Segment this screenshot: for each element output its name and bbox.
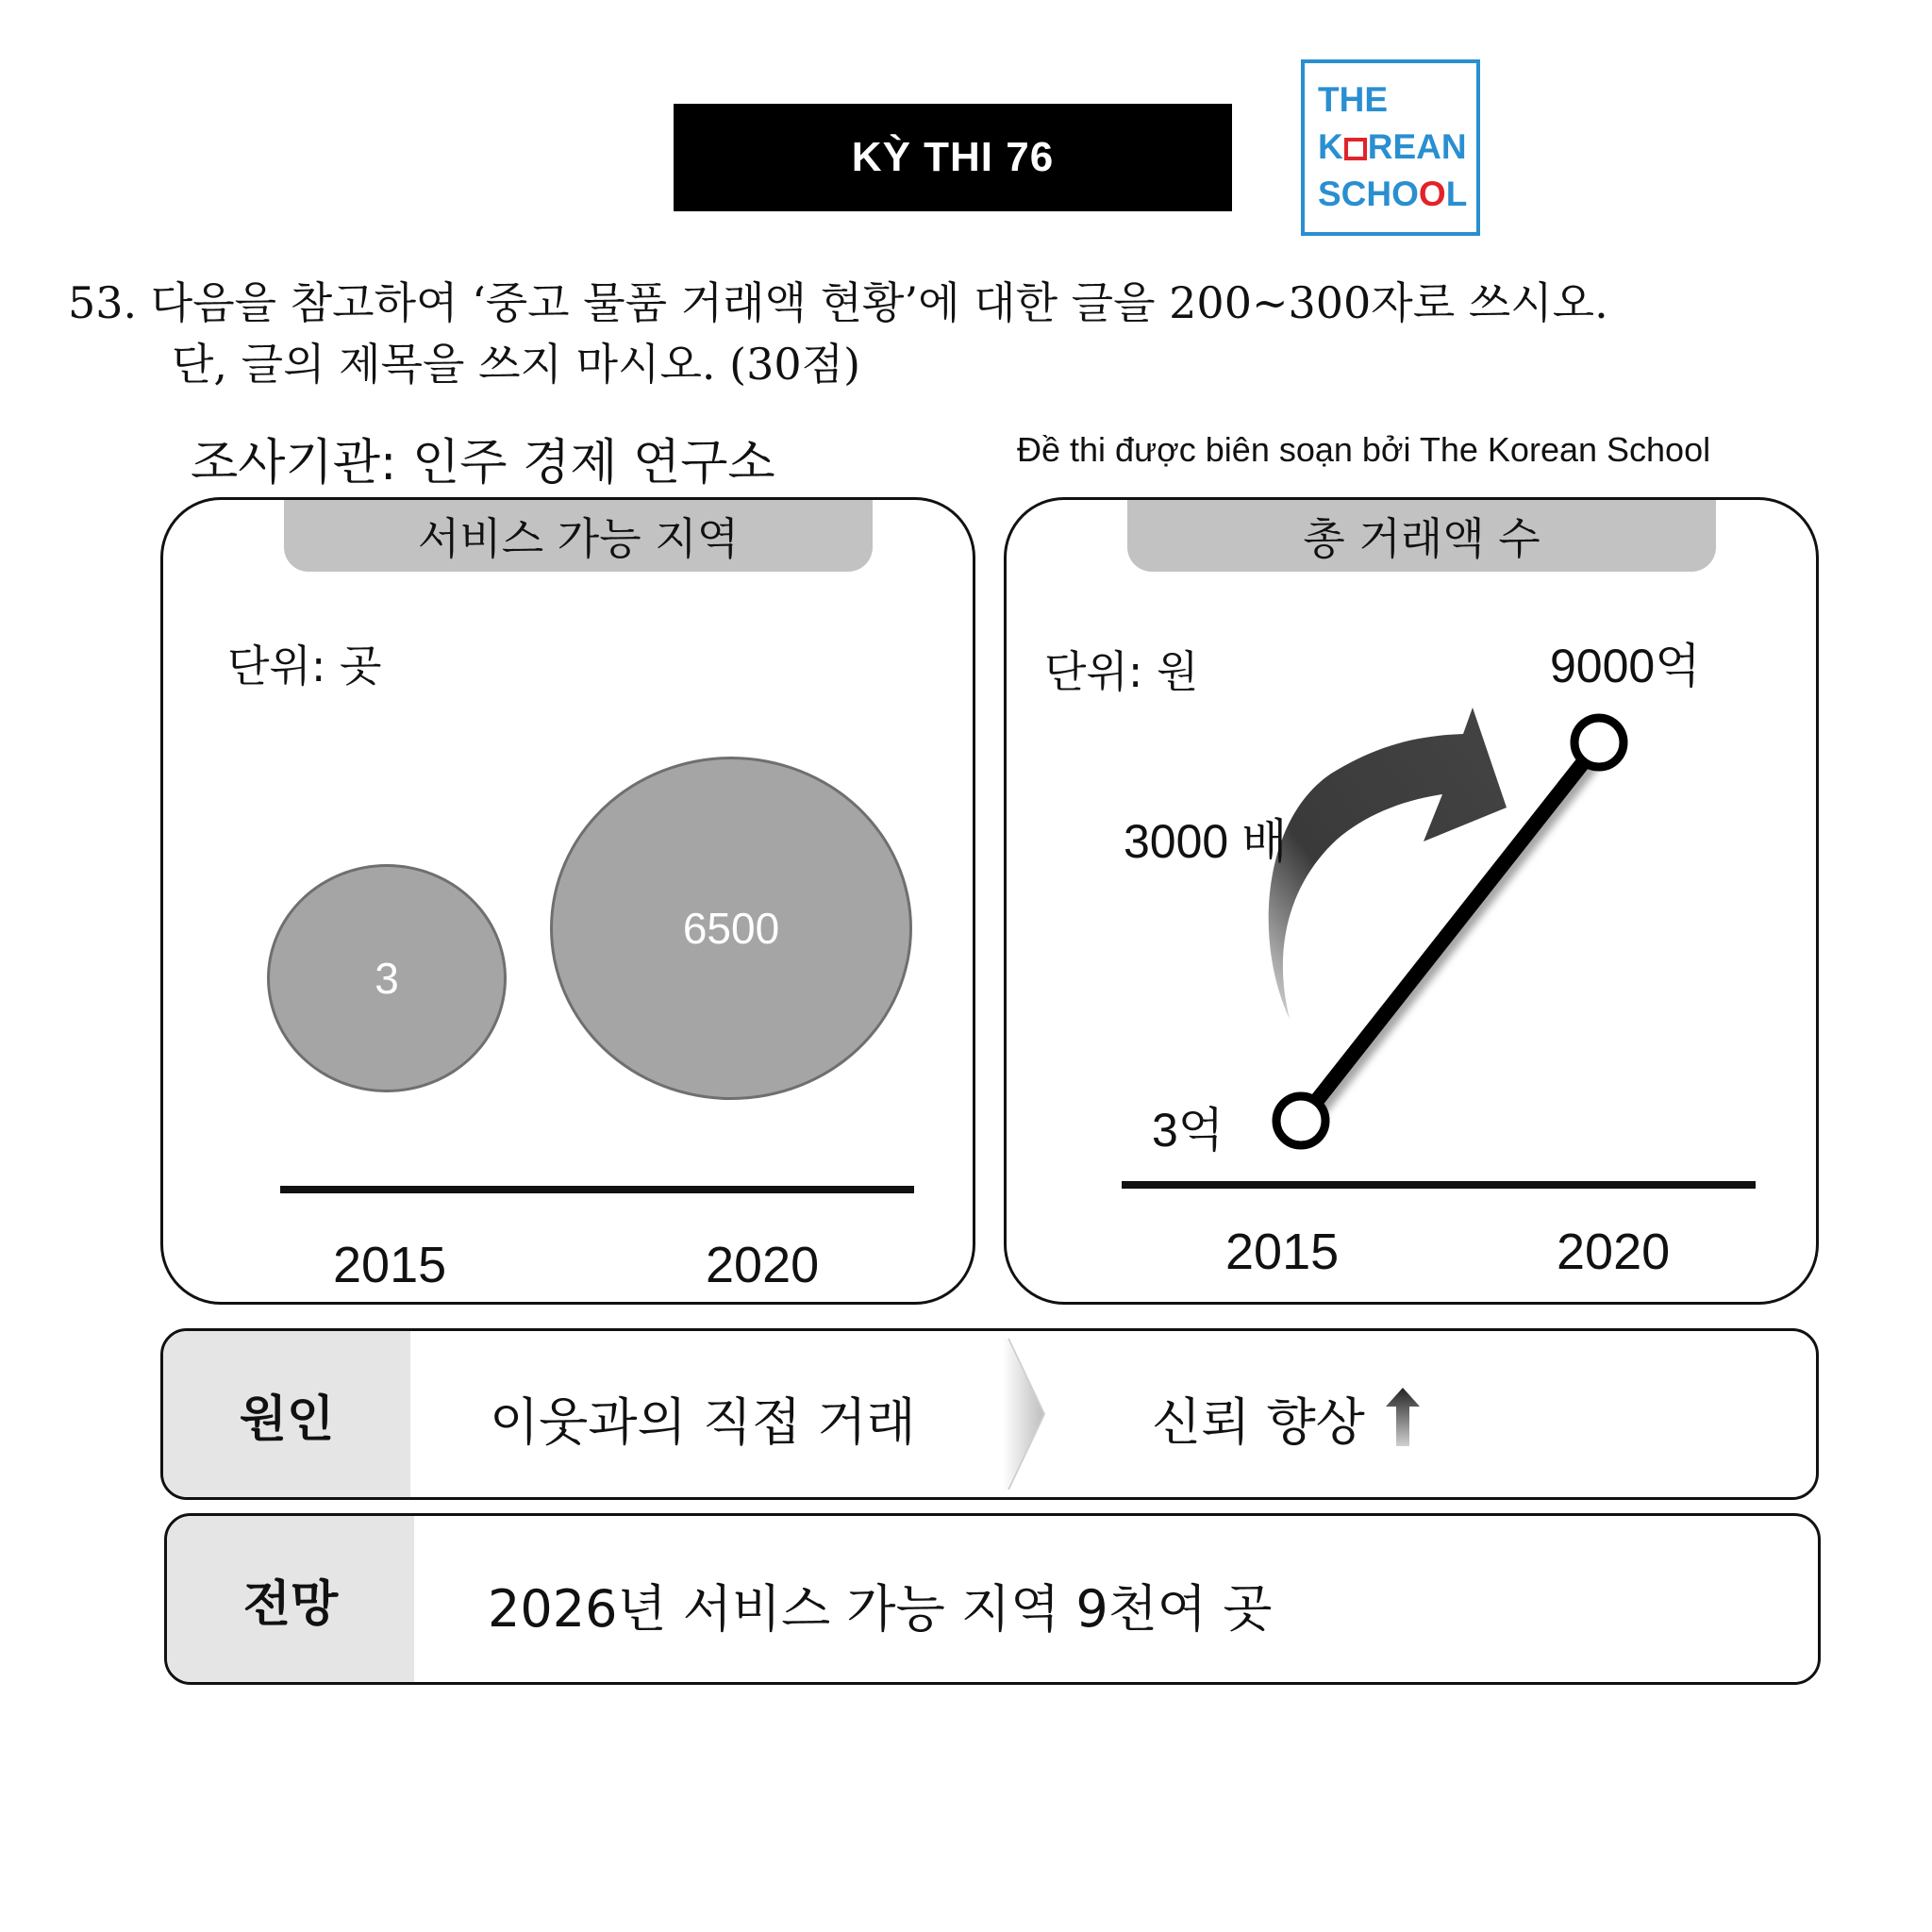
total-transaction-unit: 단위: 원 — [1044, 646, 1199, 697]
logo-letters-scho: SCHO — [1318, 175, 1419, 213]
cause-row — [160, 1328, 1819, 1500]
logo-letter-o-red: O — [1418, 175, 1446, 213]
logo-letters-rean: REAN — [1367, 127, 1467, 166]
data-point-2015 — [1276, 1096, 1325, 1145]
growth-arrow-icon — [1269, 708, 1507, 1019]
question-line-2: 단, 글의 제목을 쓰지 마시오. (30점) — [172, 339, 861, 390]
total-transaction-title: 총 거래액 수 — [1127, 500, 1716, 572]
logo-letter-l: L — [1445, 175, 1468, 213]
transaction-axis — [1122, 1181, 1756, 1189]
arrow-up-icon — [1384, 1388, 1422, 1446]
logo-line-2 — [1318, 124, 1476, 171]
service-area-year-2015: 2015 — [333, 1237, 447, 1293]
outlook-row — [164, 1513, 1821, 1685]
outlook-text: 2026년 서비스 가능 지역 9천여 곳 — [488, 1579, 1273, 1639]
total-transaction-panel — [1004, 497, 1819, 1305]
value-label-2015: 3억 — [1152, 1104, 1224, 1157]
survey-organization: 조사기관: 인주 경제 연구소 — [191, 435, 775, 491]
bubble-2015-value: 3 — [375, 954, 399, 1003]
logo-letter-k: K — [1318, 127, 1343, 166]
logo-line-1: THE — [1318, 80, 1388, 119]
chevron-right-icon — [1003, 1331, 1050, 1497]
service-area-title: 서비스 가능 지역 — [284, 500, 873, 572]
cause-text-2: 신뢰 향상 — [1152, 1392, 1365, 1452]
data-point-2020 — [1574, 718, 1624, 767]
value-label-2020: 9000억 — [1550, 640, 1701, 692]
cause-label: 원인 — [163, 1331, 410, 1497]
transaction-year-2015: 2015 — [1225, 1224, 1340, 1280]
exam-title: KỲ THI 76 — [851, 134, 1055, 180]
school-logo — [1301, 59, 1480, 236]
credit-text: Đề thi được biên soạn bởi The Korean School — [1017, 430, 1711, 469]
service-area-year-2020: 2020 — [706, 1237, 820, 1293]
bubble-2015 — [267, 864, 507, 1092]
outlook-label: 전망 — [167, 1516, 414, 1682]
growth-label: 3000 배 — [1124, 815, 1288, 868]
logo-line-3 — [1318, 171, 1476, 218]
exam-title-banner — [674, 104, 1232, 211]
logo-square-icon — [1344, 138, 1367, 160]
bubble-2020-value: 6500 — [682, 904, 780, 953]
question-line-1: 53. 다음을 참고하여 ‘중고 물품 거래액 현황’에 대한 글을 200~300자로 쓰시오. — [68, 277, 1608, 328]
cause-text-1: 이웃과의 직접 거래 — [490, 1392, 916, 1452]
bubble-2020 — [550, 757, 912, 1100]
service-area-axis — [280, 1186, 914, 1193]
service-area-unit: 단위: 곳 — [227, 641, 382, 691]
transaction-year-2020: 2020 — [1557, 1224, 1671, 1280]
service-area-panel — [160, 497, 975, 1305]
